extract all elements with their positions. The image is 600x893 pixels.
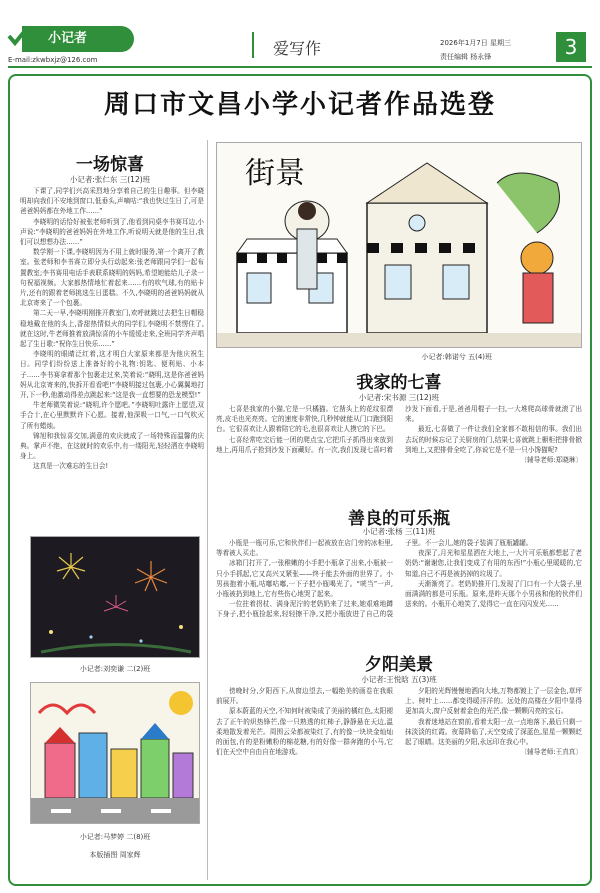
paragraph: 夕阳的光辉慢慢地洒向大地,万物都镀上了一层金色,草坪上、树叶上……都变得暖洋洋的。远处的高楼在夕阳中显得更加高大,窗户反射着金色的光芒,像一颗颗闪亮的宝石。 [405,687,582,716]
paragraph: 一位拄着拐杖、满身泥泞的老奶奶来了过来,她艰难地蹲下身子,把小瓶捡起来,轻轻擦干净,又把小瓶放进了自己的袋子里。不一会儿,她的袋子装满了瓶瓶罐罐。 [216,539,533,619]
teacher-note: 〔辅导老师:郑晓琳〕 [520,456,582,465]
responsible-editor: 责任编辑 杨永锋 [440,53,492,61]
article-title-kelepin: 善良的可乐瓶 [348,509,450,529]
article-body-qixi [216,404,582,490]
paragraph: 七喜是我家的小猫,它是一只橘猫。它凿头上的花纹很漂亮,皮毛也光亮亮。它的速度非常快,几秒钟就能从门口跑到阳台。它很喜欢让人跟着陪它的毛,也很喜欢让人摸它的下巴。 [216,405,393,434]
column-divider [207,140,208,880]
caption-pic2: 小记者:马梦婷 二(8)班 [79,833,151,841]
article-body-kelepin [216,538,582,638]
photo-credit: 本版插图 周家辉 [89,851,141,859]
paragraph: 李晓明的话恰好被张老师听到了,他看到同桌李书赛耳边,小声说:“李晓明的爸爸妈妈在外地工作,听说明天就是他的生日,我们可以想想办法……” [20,217,204,247]
paragraph: 天渐渐亮了。老奶奶推开门,发现了门口有一个大袋子,里面满满的都是可乐瓶。原来,是昨天那个小男孩和他的伙伴们送来的。小瓶开心地笑了,觉得它一直在闪闪发光…… [405,579,582,609]
masthead-rule [8,66,592,68]
drawing-fireworks [30,536,200,658]
issue-date: 2026年1月7日 星期三 [440,39,511,47]
article-body-jingxi [20,186,204,528]
byline-xiyang: 小记者:王悦晗 五(3)班 [361,675,437,684]
byline-jingxi: 小记者:张仁东 三(12)班 [69,175,151,184]
paragraph: 夜深了,月光和星星洒在大地上,一大片可乐瓶都想起了老奶奶:“谢谢您,让我们变成了有用的东西!”小瓶心里暖暖的,它知道,自己不再是被扔掉的垃圾了。 [405,549,582,578]
paragraph: 数学刚一下课,李晓明因为不用上就时服务,第一个离开了教室。张老师和李书赛立即分头行动起来:张老师跟同学们一起布置教室;李书赛用电话手表联系晓明的妈妈,希望她能给儿子录一句祝福视频。大家都热情地忙着起来……有的吹气球,有的贴卡片,还有的跟着老师挑选生日蛋糕。不久,李晓明的爸爸妈妈就从北京寄来了一个包裹。 [20,248,204,308]
paragraph: 锦旭和我惊喜交加,满意的欢庆就成了一场特殊而温馨的庆典。掌声不绝、在这就时的欢乐中,有一缕阳光,轻轻洒在李晓明身上。 [20,431,204,461]
column-tag: 小记者 [22,26,134,52]
teacher-note: 〔辅导老师:王真真〕 [520,748,582,757]
paragraph: 冰箱门打开了,一张稚嫩的小手把小瓶拿了出来,小瓶被一只小手抓起,它又高兴又紧张——终于能去外面的世界了。小男孩抱着小瓶,咕嘟咕嘟,一下子把小瓶喝光了。“咣当”一声,小瓶被扔到地上,它有些伤心地哭了起来。 [216,559,393,599]
column-email: E-mail:zkwbxjz@126.com [8,56,98,64]
paragraph: 傍晚时分,夕阳西下,从窗边望去,一幅绝美的画卷在我眼前展开。 [216,687,393,706]
article-body-xiyang [216,686,582,872]
paragraph: 第二天一早,李晓明刚推开教室门,欢呼就跳过去把生日帽稳稳地戴在他的头上,香甜热情似火的同学们,李晓明不禁愣住了,就在这时,牛老师推着放满惊喜的小车缓缓走来,全班同学齐声唱起了生日歌:“祝你生日快乐……” [20,309,204,349]
drawing-title: 街景 [245,156,305,191]
section-name: 爱写作 [272,39,321,58]
drawing-street-scene [216,142,582,348]
page-title: 周口市文昌小学小记者作品选登 [103,90,496,120]
caption-pic1: 小记者:刘奕谦 二(2)班 [79,665,151,673]
article-title-jingxi: 一场惊喜 [76,155,144,175]
paragraph: 最近,七喜做了一件让我们全家都不敢相信的事。我们出去玩的时候忘记了关厨房的门,结果七喜就跳上橱柜把排骨掀到地上,又把排骨全吃了,你说它是不是一只小馋猫呢? [405,425,582,454]
masthead [0,0,600,68]
paragraph: 原本蔚蓝的天空,不知何时被染成了美丽的橘红色,太阳褪去了正午的炽热锋芒,像一只熟透的红柿子,静静悬在天边,温柔地散发着光芒。周围云朵都被染红了,有的像一块块金灿灿的面包,有的是粉嫩粉的棉花糖,有的好像一群奔跑的小马,它们在天空中自由自在地游戏。 [216,707,393,757]
paragraph: 牛老师微笑着说:“晓明,许个愿吧。”李晓明吐露许上愿望,双手合十,在心里默默许下心愿。接着,他深吸一口气,一口气吹灭了所有蜡烛。 [20,401,204,430]
drawing-houses [30,682,200,824]
paragraph: 下课了,同学们兴高采烈地分享着自己的生日趣事。但李晓明却向我们不安地到窗口,低垂头,声嘀咕:“我也快过生日了,可是爸爸妈妈都在外地工作……” [20,187,204,216]
article-title-qixi: 我家的七喜 [356,373,442,393]
page-number: 3 [556,32,586,62]
byline-qixi: 小记者:宋书源 三(12)班 [358,393,440,402]
paragraph: 小瓶是一瓶可乐,它和伙伴们一起被放在店门旁的冰柜里,等着被人买走。 [216,539,393,558]
paragraph: 李晓明的眼睛泛红着,这才明白大家原来都是为他庆祝生日。同学们纷纷送上准备好的小礼物:钥匙、便利贴、小本子……李书赛拿着那个包裹走过来,笑着说:“晓明,这是你爸爸妈妈从北京寄来的,快拆开看看吧!”李晓明接过包裹,小心翼翼地打开,下一秒,他激动得差点跳起来:“这是我一直想要的恐龙模型!” [20,350,204,400]
byline-kelepin: 小记者:张杨 三(11)班 [362,527,436,536]
article-title-xiyang: 夕阳美景 [365,655,433,675]
caption-street-scene: 小记者:韩诺兮 五(4)班 [421,353,492,361]
paragraph: 这真是一次难忘的生日会! [33,462,109,471]
paragraph: 七喜经常吃完后能一团的爬点宝,它把爪子抓得出来放到地上,再用爪子抢到沙发下面藏好。有一次,我们发现七喜叼着沙发下面看,于是,爸爸用棍子一扫,一大堆爬高球骨就滚了出来。 [216,405,582,454]
paragraph: 我着迷地站在窗前,看着太阳一点一点地落下,最后只剩一抹淡淡的红霞。夜幕降临了,天空变成了深蓝色,星星一颗颗眨起了眼睛。这美丽的夕阳,永远印在我心中。 [405,717,582,747]
